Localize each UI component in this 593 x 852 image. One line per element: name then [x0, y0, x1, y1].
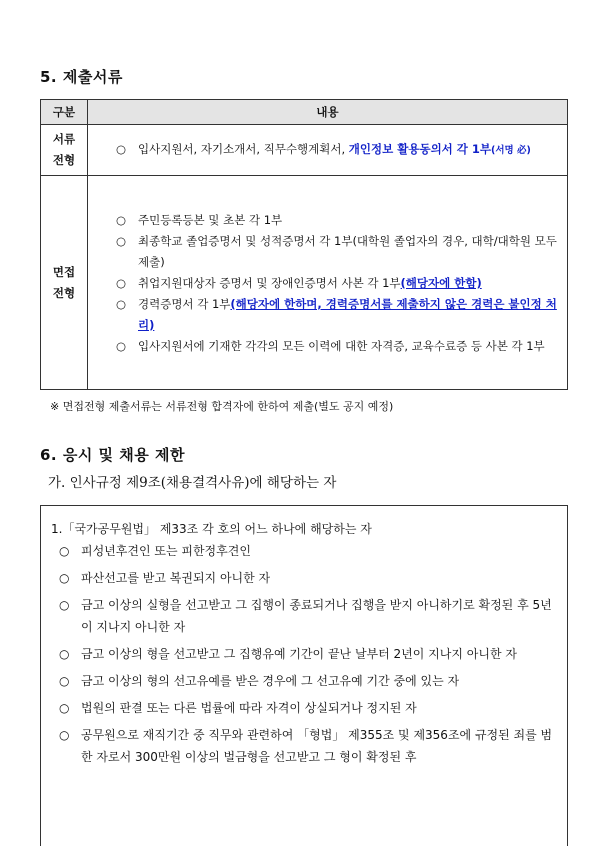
- bullet-icon: ○: [116, 297, 127, 311]
- category-interview: [41, 176, 88, 390]
- table-row-document-screening: [41, 125, 568, 176]
- table-row-interview: [41, 176, 568, 390]
- list-item: [116, 139, 559, 161]
- bullet-icon: ○: [116, 276, 127, 290]
- submission-note: ※ 면접전형 제출서류는 서류전형 합격자에 한하여 제출(별도 공지 예정): [50, 400, 394, 413]
- list-item: [59, 540, 557, 562]
- bullet-icon: ○: [116, 142, 127, 156]
- document-screening-content: [88, 125, 568, 176]
- category-line-2: 전형: [52, 153, 76, 167]
- bullet-icon: ○: [59, 544, 70, 558]
- disqualification-box: [40, 505, 568, 846]
- bullet-icon: ○: [116, 339, 127, 353]
- bullet-icon: ○: [116, 234, 127, 248]
- category-line-1: 서류: [52, 132, 76, 146]
- bullet-icon: ○: [59, 728, 70, 742]
- item-text: 파산선고를 받고 복권되지 아니한 자: [81, 571, 271, 585]
- list-item: [116, 294, 559, 336]
- section-6-subtitle: 가. 인사규정 제9조(채용결격사유)에 해당하는 자: [48, 475, 337, 491]
- list-item: [59, 567, 557, 589]
- item-text: 최종학교 졸업증명서 및 성적증명서 각 1부(대학원 졸업자의 경우, 대학/대학원 모두 제출): [138, 234, 557, 269]
- category-line-1: 면접: [52, 264, 76, 279]
- list-item: [59, 643, 557, 665]
- item-text: 법원의 판결 또는 다른 법률에 따라 자격이 상실되거나 정지된 자: [81, 701, 417, 715]
- header-content: 내용: [88, 100, 568, 125]
- section-6-title: 6. 응시 및 채용 제한: [40, 446, 185, 464]
- bullet-icon: ○: [59, 598, 70, 612]
- item-highlight: 개인정보 활용동의서 각 1부: [348, 142, 492, 156]
- list-item: [116, 336, 559, 357]
- item-text: 경력증명서 각 1부: [138, 297, 231, 311]
- item-text: 피성년후견인 또는 피한정후견인: [81, 544, 251, 558]
- item-text: 입사지원서, 자기소개서, 직무수행계획서,: [138, 142, 349, 156]
- header-category: 구분: [41, 100, 88, 125]
- list-item: [116, 231, 559, 273]
- section-5-title: 5. 제출서류: [40, 68, 123, 86]
- list-item: [59, 594, 557, 638]
- table-header-row: [41, 100, 568, 125]
- item-text: 입사지원서에 기재한 각각의 모든 이력에 대한 자격증, 교육수료증 등 사본 각 1부: [138, 339, 545, 353]
- list-item: [59, 697, 557, 719]
- disqualification-list: [59, 540, 557, 773]
- item-text: 공무원으로 재직기간 중 직무와 관련하여 「형법」 제355조 및 제356조에 규정된 죄를 범한 자로서 300만원 이상의 벌금형을 선고받고 그 형이 확정된 후: [81, 728, 553, 764]
- bullet-icon: ○: [116, 213, 127, 227]
- list-item: [59, 670, 557, 692]
- bullet-icon: ○: [59, 571, 70, 585]
- category-line-2: 전형: [52, 285, 76, 300]
- item-highlight: (해당자에 한함): [400, 276, 482, 290]
- item-text: 금고 이상의 실형을 선고받고 그 집행이 종료되거나 집행을 받지 아니하기로 확정된 후 5년이 지나지 아니한 자: [81, 598, 552, 634]
- item-highlight: (해당자에 한하며, 경력증명서를 제출하지 않은 경력은 불인정 처리): [138, 297, 557, 332]
- item-signature-note: (서명 必): [491, 145, 531, 156]
- list-item: [116, 273, 559, 294]
- interview-content: [88, 176, 568, 390]
- bullet-icon: ○: [59, 701, 70, 715]
- item-text: 취업지원대상자 증명서 및 장애인증명서 사본 각 1부: [138, 276, 401, 290]
- item-text: 주민등록등본 및 초본 각 1부: [138, 213, 283, 227]
- category-document-screening: [41, 125, 88, 176]
- list-item: [59, 724, 557, 768]
- item-text: 금고 이상의 형의 선고유예를 받은 경우에 그 선고유예 기간 중에 있는 자: [81, 674, 460, 688]
- bullet-icon: ○: [59, 674, 70, 688]
- list-item: [116, 210, 559, 231]
- submission-documents-table: [40, 99, 568, 390]
- item-text: 금고 이상의 형을 선고받고 그 집행유예 기간이 끝난 날부터 2년이 지나지 아니한 자: [81, 647, 517, 661]
- box-first-line: 1.「국가공무원법」 제33조 각 호의 어느 하나에 해당하는 자: [51, 522, 372, 536]
- bullet-icon: ○: [59, 647, 70, 661]
